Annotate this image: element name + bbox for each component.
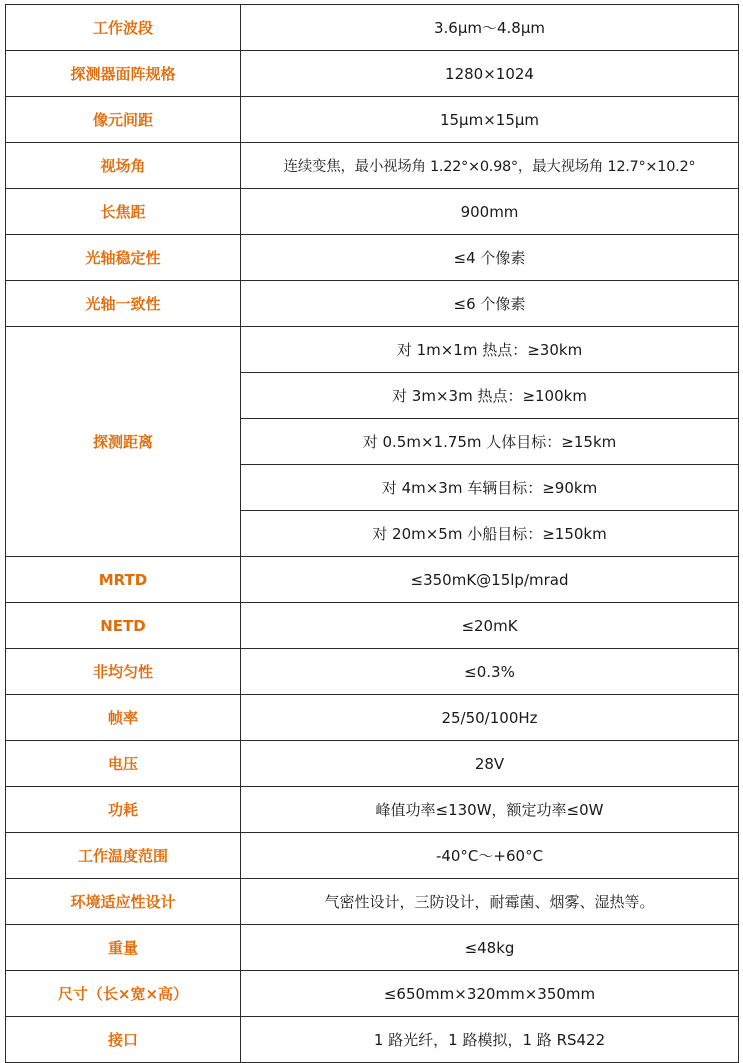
table-row — [6, 1017, 739, 1063]
table-row — [6, 235, 739, 281]
spec-value: ≤4 个像素 — [241, 235, 739, 281]
spec-label: 工作波段 — [6, 5, 241, 51]
spec-value: 28V — [241, 741, 739, 787]
table-row — [6, 557, 739, 603]
spec-table — [5, 4, 739, 1063]
table-row — [6, 695, 739, 741]
table-row — [6, 603, 739, 649]
detection-value: 对 4m×3m 车辆目标：≥90km — [241, 465, 739, 511]
spec-label: 长焦距 — [6, 189, 241, 235]
spec-value: ≤650mm×320mm×350mm — [241, 971, 739, 1017]
detection-value: 对 0.5m×1.75m 人体目标：≥15km — [241, 419, 739, 465]
table-row — [6, 833, 739, 879]
table-row — [6, 97, 739, 143]
table-row — [6, 971, 739, 1017]
table-row — [6, 879, 739, 925]
spec-label: 帧率 — [6, 695, 241, 741]
spec-value: ≤48kg — [241, 925, 739, 971]
detection-value: 对 3m×3m 热点：≥100km — [241, 373, 739, 419]
spec-label: 光轴稳定性 — [6, 235, 241, 281]
spec-label: 尺寸（长×宽×高） — [6, 971, 241, 1017]
spec-value: 1280×1024 — [241, 51, 739, 97]
spec-label: 探测器面阵规格 — [6, 51, 241, 97]
spec-label: 重量 — [6, 925, 241, 971]
table-row — [6, 189, 739, 235]
detection-value: 对 20m×5m 小船目标：≥150km — [241, 511, 739, 557]
spec-label: 非均匀性 — [6, 649, 241, 695]
spec-value: 峰值功率≤130W，额定功率≤0W — [241, 787, 739, 833]
spec-value: 1 路光纤，1 路模拟，1 路 RS422 — [241, 1017, 739, 1063]
spec-label: NETD — [6, 603, 241, 649]
spec-value: ≤20mK — [241, 603, 739, 649]
detection-value: 对 1m×1m 热点：≥30km — [241, 327, 739, 373]
spec-label: 光轴一致性 — [6, 281, 241, 327]
table-row — [6, 51, 739, 97]
spec-value: 气密性设计，三防设计，耐霉菌、烟雾、湿热等。 — [241, 879, 739, 925]
table-row — [6, 281, 739, 327]
spec-value: ≤350mK@15lp/mrad — [241, 557, 739, 603]
spec-value: 900mm — [241, 189, 739, 235]
spec-value: 连续变焦，最小视场角 1.22°×0.98°，最大视场角 12.7°×10.2° — [241, 143, 739, 189]
table-row — [6, 143, 739, 189]
table-row — [6, 5, 739, 51]
spec-label: 电压 — [6, 741, 241, 787]
table-row — [6, 741, 739, 787]
detection-range-label: 探测距离 — [6, 327, 241, 557]
spec-label: MRTD — [6, 557, 241, 603]
table-row — [6, 925, 739, 971]
table-row — [6, 327, 739, 373]
spec-label: 像元间距 — [6, 97, 241, 143]
spec-value: ≤6 个像素 — [241, 281, 739, 327]
spec-label: 接口 — [6, 1017, 241, 1063]
spec-label: 视场角 — [6, 143, 241, 189]
table-row — [6, 649, 739, 695]
spec-label: 环境适应性设计 — [6, 879, 241, 925]
spec-value: 3.6μm～4.8μm — [241, 5, 739, 51]
spec-value: ≤0.3% — [241, 649, 739, 695]
spec-label: 工作温度范围 — [6, 833, 241, 879]
spec-value: 25/50/100Hz — [241, 695, 739, 741]
spec-label: 功耗 — [6, 787, 241, 833]
spec-value: 15μm×15μm — [241, 97, 739, 143]
table-row — [6, 787, 739, 833]
spec-value: -40°C～+60°C — [241, 833, 739, 879]
